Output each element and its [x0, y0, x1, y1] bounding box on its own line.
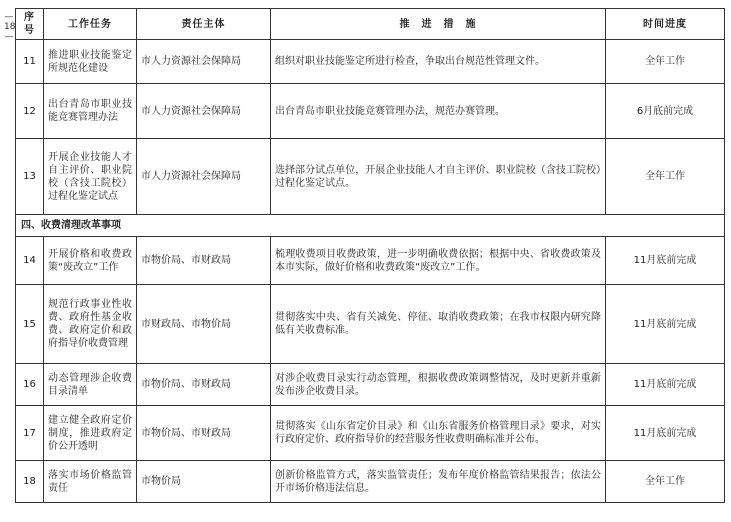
row-number: 18: [16, 461, 44, 503]
table-row: [16, 406, 725, 461]
row-owner: 市物价局、市财政局: [137, 237, 271, 285]
row-number: 16: [16, 364, 44, 406]
row-owner: 市物价局、市财政局: [137, 406, 271, 461]
header-owner: 责任主体: [137, 9, 271, 40]
row-time: 6月底前完成: [606, 84, 725, 139]
row-task: 开展企业技能人才自主评价、职业院校（含技工院校）过程化鉴定试点: [44, 139, 137, 215]
row-task: 开展价格和收费政策“废改立”工作: [44, 237, 137, 285]
row-task: 落实市场价格监管责任: [44, 461, 137, 503]
section-row: [16, 215, 725, 237]
row-owner: 市人力资源社会保障局: [137, 40, 271, 84]
row-time: 11月底前完成: [606, 285, 725, 364]
row-task: 出台青岛市职业技能竞赛管理办法: [44, 84, 137, 139]
row-time: 11月底前完成: [606, 364, 725, 406]
header-time: 时间进度: [606, 9, 725, 40]
row-measures: 贯彻落实《山东省定价目录》和《山东省服务价格管理目录》要求，对实行政府定价、政府指导价的经营服务性收费明确标准并公布。: [271, 406, 606, 461]
row-number: 12: [16, 84, 44, 139]
row-measures: 出台青岛市职业技能竞赛管理办法，规范办赛管理。: [271, 84, 606, 139]
row-time: 11月底前完成: [606, 406, 725, 461]
row-number: 11: [16, 40, 44, 84]
row-owner: 市物价局: [137, 461, 271, 503]
row-measures: 贯彻落实中央、省有关减免、停征、取消收费政策；在我市权限内研究降低有关收费标准。: [271, 285, 606, 364]
header-no: 序号: [16, 9, 44, 40]
row-measures: 创新价格监管方式，落实监管责任；发布年度价格监管结果报告；依法公开市场价格违法信息。: [271, 461, 606, 503]
table-header-row: [16, 9, 725, 40]
table-row: [16, 285, 725, 364]
row-task: 规范行政事业性收费、政府性基金收费、政府定价和政府指导价收费管理: [44, 285, 137, 364]
table-row: [16, 461, 725, 503]
header-task: 工作任务: [44, 9, 137, 40]
table-row: [16, 364, 725, 406]
table-row: [16, 40, 725, 84]
row-number: 13: [16, 139, 44, 215]
row-measures: 梳理收费项目收费政策，进一步明确收费依据；根据中央、省收费政策及本市实际，做好价格和收费政策“废改立”工作。: [271, 237, 606, 285]
row-number: 14: [16, 237, 44, 285]
table-row: [16, 237, 725, 285]
row-owner: 市人力资源社会保障局: [137, 84, 271, 139]
row-task: 建立健全政府定价制度，推进政府定价公开透明: [44, 406, 137, 461]
header-measures: 推 进 措 施: [271, 9, 606, 40]
row-task: 动态管理涉企收费目录清单: [44, 364, 137, 406]
row-time: 全年工作: [606, 40, 725, 84]
row-measures: 对涉企收费目录实行动态管理，根据收费政策调整情况，及时更新并重新发布涉企收费目录。: [271, 364, 606, 406]
section-title: 四、收费清理改革事项: [16, 215, 725, 237]
row-measures: 组织对职业技能鉴定所进行检查，争取出台规范性管理文件。: [271, 40, 606, 84]
side-page-number: — 18 —: [4, 12, 16, 42]
work-plan-table: [15, 8, 725, 503]
row-number: 15: [16, 285, 44, 364]
row-owner: 市人力资源社会保障局: [137, 139, 271, 215]
table-row: [16, 139, 725, 215]
row-measures: 选择部分试点单位，开展企业技能人才自主评价、职业院校（含技工院校）过程化鉴定试点。: [271, 139, 606, 215]
row-owner: 市物价局、市财政局: [137, 364, 271, 406]
row-time: 11月底前完成: [606, 237, 725, 285]
row-owner: 市财政局、市物价局: [137, 285, 271, 364]
row-number: 17: [16, 406, 44, 461]
row-task: 推进职业技能鉴定所规范化建设: [44, 40, 137, 84]
row-time: 全年工作: [606, 461, 725, 503]
table-row: [16, 84, 725, 139]
row-time: 全年工作: [606, 139, 725, 215]
